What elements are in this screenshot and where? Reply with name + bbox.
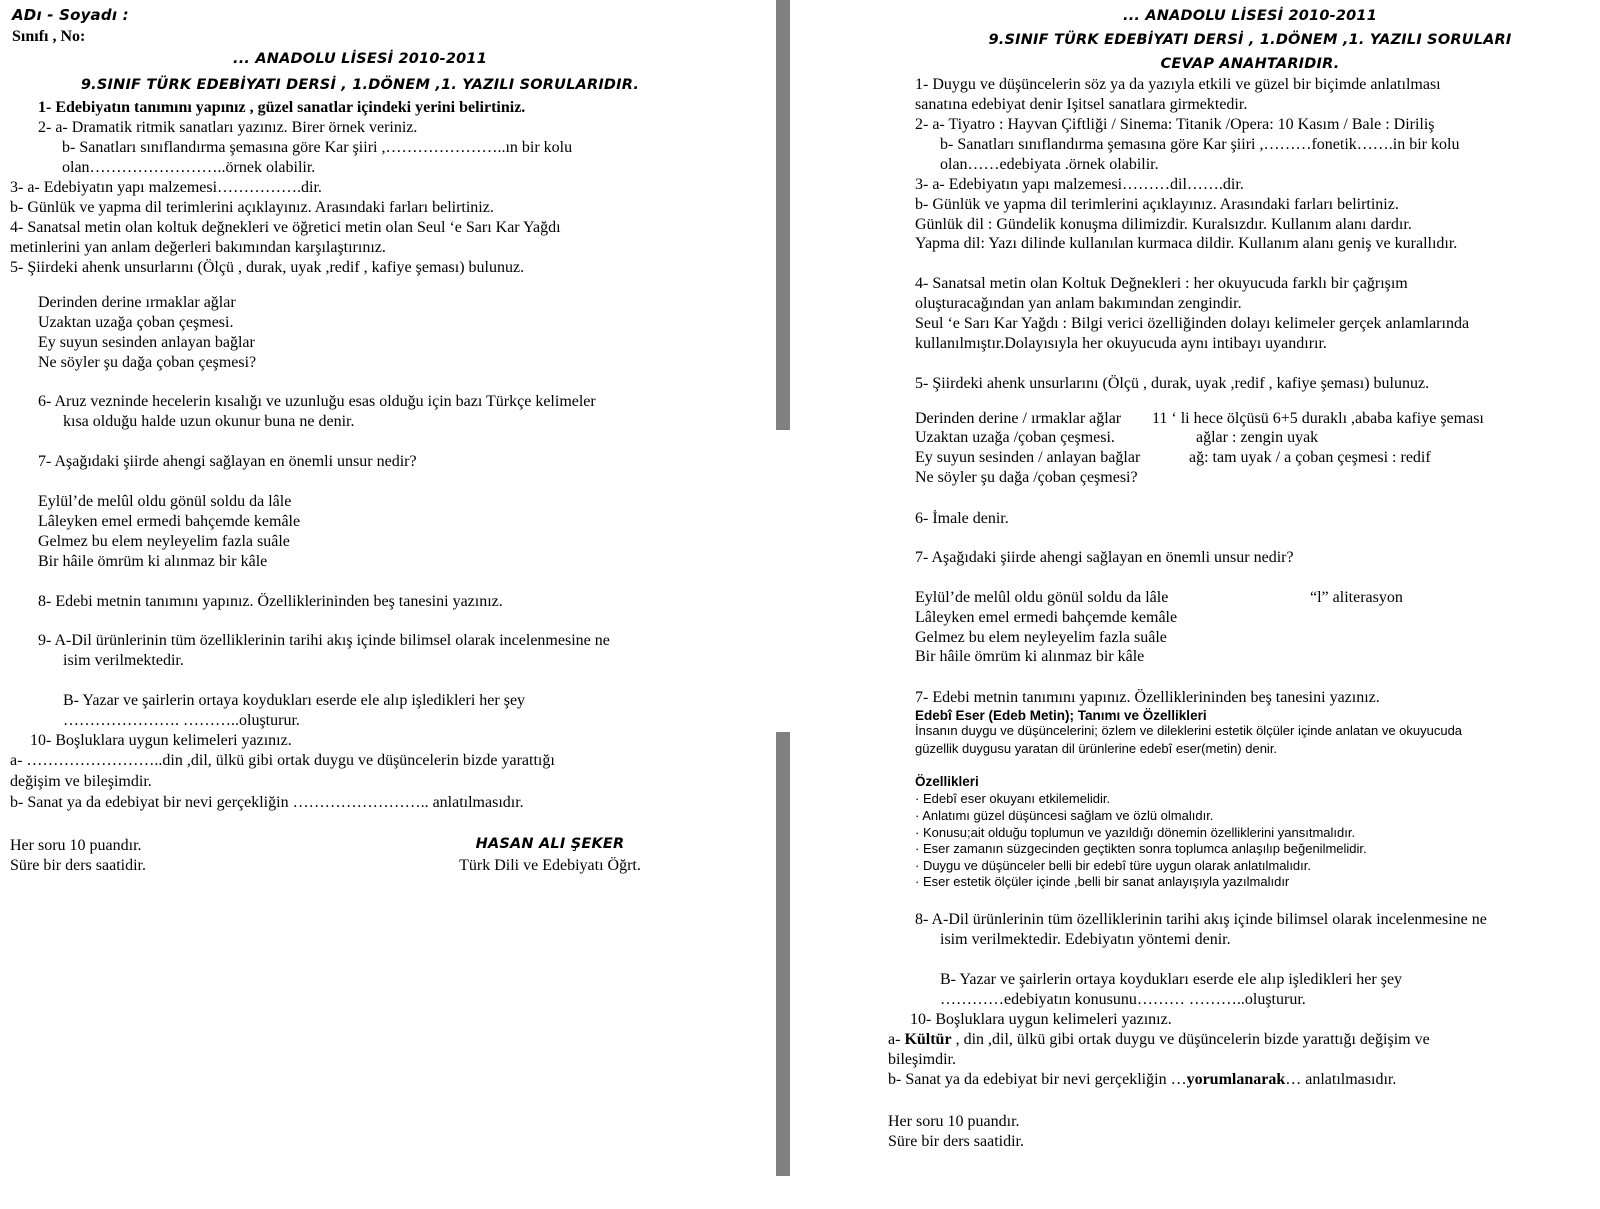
answer-10a-line2: bileşimdir. [888,1051,956,1068]
question-2b-line1: b- Sanatları sınıflandırma şemasına göre Kar şiiri ,…………………..ın bir kolu [62,139,573,156]
answer-10b-filled: yorumlanarak [1186,1071,1286,1088]
question-8: 8- Edebi metnin tanımını yapınız. Özelliklerininden beş tanesini yazınız. [38,593,503,610]
question-10a-line2: değişim ve bileşimdir. [10,773,152,790]
school-heading: ... ANADOLU LİSESİ 2010-2011 [233,51,487,67]
answer-poem2-line2: Lâleyken emel ermedi bahçemde kemâle [915,609,1178,626]
answer-3a: 3- a- Edebiyatın yapı malzemesi………dil…….dir. [915,176,1244,193]
poem1-line1: Derinden derine ırmaklar ağlar [38,294,236,311]
teacher-title: Türk Dili ve Edebiyatı Öğrt. [459,857,641,874]
answer-1-line2: sanatına edebiyat denir Işitsel sanatlara girmektedir. [915,96,1248,113]
poem1-line2: Uzaktan uzağa çoban çeşmesi. [38,314,234,331]
answer-10b-suffix: … anlatılmasıdır. [1285,1071,1397,1088]
question-9b-line2: …………………. ………..oluşturur. [63,712,300,729]
answer-8: 7- Edebi metnin tanımını yapınız. Özelliklerininden beş tanesini yazınız. [915,689,1380,706]
answer-4-line1: 4- Sanatsal metin olan Koltuk Değnekleri : her okuyucuda farklı bir çağrışım [915,275,1408,292]
answer-4-line4: kullanılmıştır.Dolayısıyla her okuyucuda aynı intibayı uyandırır. [915,335,1327,352]
points-note: Her soru 10 puandır. [10,837,142,854]
answer-poem1-line4: Ne söyler şu dağa /çoban çeşmesi? [915,469,1138,486]
poem1-line4: Ne söyler şu dağa çoban çeşmesi? [38,354,257,371]
poem1-note-meter: 11 ‘ li hece ölçüsü 6+5 duraklı ,ababa kafiye şeması [1152,410,1484,427]
question-1: 1- Edebiyatın tanımını yapınız , güzel sanatlar içindeki yerini belirtiniz. [38,99,526,116]
question-9b-line1: B- Yazar ve şairlerin ortaya koydukları eserde ele alıp işledikleri her şey [63,692,526,709]
class-no-label: Sınıfı , No: [12,28,86,45]
question-10b: b- Sanat ya da edebiyat bir nevi gerçekliğin …………………….. anlatılmasıdır. [10,794,524,811]
answer-1-line1: 1- Duygu ve düşüncelerin söz ya da yazıyla etkili ve güzel bir biçimde anlatılması [915,76,1441,93]
answer-10a-prefix: a- [888,1031,901,1048]
poem1-note-rhyme: ağlar : zengin uyak [1196,429,1319,446]
answer-3b: b- Günlük ve yapma dil terimlerini açıklayınız. Arasındaki farları belirtiniz. [915,196,1399,213]
answer-poem1-line1: Derinden derine / ırmaklar ağlar [915,410,1122,427]
question-6-line1: 6- Aruz vezninde hecelerin kısalığı ve uzunluğu esas olduğu için bazı Türkçe kelimeler [38,393,596,410]
answer-2b-line1: b- Sanatları sınıflandırma şemasına göre Kar şiiri ,………fonetik…….in bir kolu [940,136,1460,153]
literary-work-definition-line2: güzellik duygusu yaratan dil ürünlerine edebî eser(metin) denir. [915,741,1278,756]
poem2-line4: Bir hâile ömrüm ki alınmaz bir kâle [38,553,268,570]
feature-item: · Edebî eser okuyanı etkilemelidir. [915,791,1111,806]
answer-7: 7- Aşağıdaki şiirde ahengi sağlayan en önemli unsur nedir? [915,549,1294,566]
question-10: 10- Boşluklara uygun kelimeleri yazınız. [30,732,292,749]
question-5: 5- Şiirdeki ahenk unsurlarını (Ölçü , durak, uyak ,redif , kafiye şeması) bulunuz. [10,259,525,276]
poem1-note-redif: ağ: tam uyak / a çoban çeşmesi : redif [1189,449,1431,466]
poem1-line3: Ey suyun sesinden anlayan bağlar [38,334,255,351]
answer-10: 10- Boşluklara uygun kelimeleri yazınız. [910,1011,1172,1028]
question-2b-line2: olan……………………..örnek olabilir. [62,159,316,176]
question-7: 7- Aşağıdaki şiirde ahengi sağlayan en önemli unsur nedir? [38,453,417,470]
feature-item: · Anlatımı güzel düşüncesi sağlam ve özlü olmalıdır. [915,808,1214,823]
exam-heading-answer: 9.SINIF TÜRK EDEBİYATI DERSİ , 1.DÖNEM ,1. YAZILI SORULARI [988,32,1512,48]
answer-9b-line1: B- Yazar ve şairlerin ortaya koydukları eserde ele alıp işledikleri her şey [940,971,1403,988]
student-name-label: ADı - Soyadı : [12,6,129,24]
answer-poem1-line2: Uzaktan uzağa /çoban çeşmesi. [915,429,1115,446]
answer-2b-line2: olan……edebiyata .örnek olabilir. [940,156,1159,173]
features-heading: Özellikleri [915,774,979,789]
school-heading-answer: ... ANADOLU LİSESİ 2010-2011 [1123,8,1377,24]
question-10a-line1: a- ……………………..din ,dil, ülkü gibi ortak duygu ve düşüncelerin bizde yarattığı [10,752,555,769]
duration-note: Süre bir ders saatidir. [10,857,146,874]
answer-poem1-line3: Ey suyun sesinden / anlayan bağlar [915,449,1141,466]
poem2-line3: Gelmez bu elem neyleyelim fazla suâle [38,533,290,550]
answer-10a-filled: Kültür [904,1031,952,1048]
answer-3b-daily: Günlük dil : Gündelik konuşma dilimizdir. Kuralsızdır. Kullanım alanı dardır. [915,216,1412,233]
question-2a: 2- a- Dramatik ritmik sanatları yazınız. Birer örnek veriniz. [38,119,418,136]
feature-item: · Eser zamanın süzgecinden geçtikten sonra toplumca anlaşılıp beğenilmelidir. [915,841,1367,856]
answer-9a-line1: 8- A-Dil ürünlerinin tüm özelliklerinin tarihi akış içinde bilimsel olarak incelenmesine ne [915,911,1487,928]
answer-10a-line1 [888,1030,1430,1050]
question-3b: b- Günlük ve yapma dil terimlerini açıklayınız. Arasındaki farları belirtiniz. [10,199,494,216]
answer-poem2-line4: Bir hâile ömrüm ki alınmaz bir kâle [915,648,1145,665]
question-9a-line2: isim verilmektedir. [63,652,184,669]
feature-item: · Duygu ve düşünceler belli bir edebî türe uygun olarak anlatılmalıdır. [915,858,1311,873]
answer-key-heading: CEVAP ANAHTARIDIR. [1160,56,1340,72]
answer-6: 6- İmale denir. [915,510,1009,527]
question-3a: 3- a- Edebiyatın yapı malzemesi…………….dir. [10,179,322,196]
poem2-note-alliteration: “l” aliterasyon [1310,589,1403,606]
answer-4-line2: oluşturacağından yan anlam bakımından zengindir. [915,295,1242,312]
duration-note-answer: Süre bir ders saatidir. [888,1133,1024,1150]
question-4-line2: metinlerini yan anlam değerleri bakımından karşılaştırınız. [10,239,386,256]
answer-10b [888,1070,1396,1090]
teacher-name: HASAN ALI ŞEKER [475,836,625,852]
page-divider-top [776,0,790,430]
answer-3b-formal: Yapma dil: Yazı dilinde kullanılan kurmaca dildir. Kullanım alanı geniş ve kurallıdır. [915,235,1458,252]
answer-5: 5- Şiirdeki ahenk unsurlarını (Ölçü , durak, uyak ,redif , kafiye şeması) bulunuz. [915,375,1430,392]
answer-poem2-line3: Gelmez bu elem neyleyelim fazla suâle [915,629,1167,646]
exam-heading: 9.SINIF TÜRK EDEBİYATI DERSİ , 1.DÖNEM ,1. YAZILI SORULARIDIR. [80,77,640,93]
question-4-line1: 4- Sanatsal metin olan koltuk değnekleri ve öğretici metin olan Seul ‘e Sarı Kar Yağdı [10,219,561,236]
answer-poem2-line1: Eylül’de melûl oldu gönül soldu da lâle [915,589,1169,606]
answer-10b-prefix: b- Sanat ya da edebiyat bir nevi gerçekliğin … [888,1071,1187,1088]
feature-item: · Eser estetik ölçüler içinde ,belli bir sanat anlayışıyla yazılmalıdır [915,874,1290,889]
question-9a-line1: 9- A-Dil ürünlerinin tüm özelliklerinin tarihi akış içinde bilimsel olarak incelenmesine ne [38,632,610,649]
page-divider-bottom [776,732,790,1176]
answer-10a-rest: , din ,dil, ülkü gibi ortak duygu ve düşüncelerin bizde yarattığı değişim ve [951,1031,1430,1048]
poem2-line1: Eylül’de melûl oldu gönül soldu da lâle [38,493,292,510]
poem2-line2: Lâleyken emel ermedi bahçemde kemâle [38,513,301,530]
literary-work-heading: Edebî Eser (Edeb Metin); Tanımı ve Özellikleri [915,708,1207,723]
answer-2a: 2- a- Tiyatro : Hayvan Çiftliği / Sinema: Titanik /Opera: 10 Kasım / Bale : Diriliş [915,116,1435,133]
points-note-answer: Her soru 10 puandır. [888,1113,1020,1130]
answer-9a-line2: isim verilmektedir. Edebiyatın yöntemi denir. [940,931,1231,948]
feature-item: · Konusu;ait olduğu toplumun ve yazıldığı dönemin özelliklerini yansıtmalıdır. [915,825,1356,840]
answer-4-line3: Seul ‘e Sarı Kar Yağdı : Bilgi verici özelliğinden dolayı kelimeler gerçek anlamlarında [915,315,1470,332]
answer-9b-line2: …………edebiyatın konusunu……… ………..oluşturur. [940,991,1306,1008]
question-6-line2: kısa olduğu halde uzun okunur buna ne denir. [63,413,355,430]
literary-work-definition-line1: İnsanın duygu ve düşüncelerini; özlem ve dileklerini estetik ölçüler içinde anlatan ve okuyucuda [915,723,1463,738]
